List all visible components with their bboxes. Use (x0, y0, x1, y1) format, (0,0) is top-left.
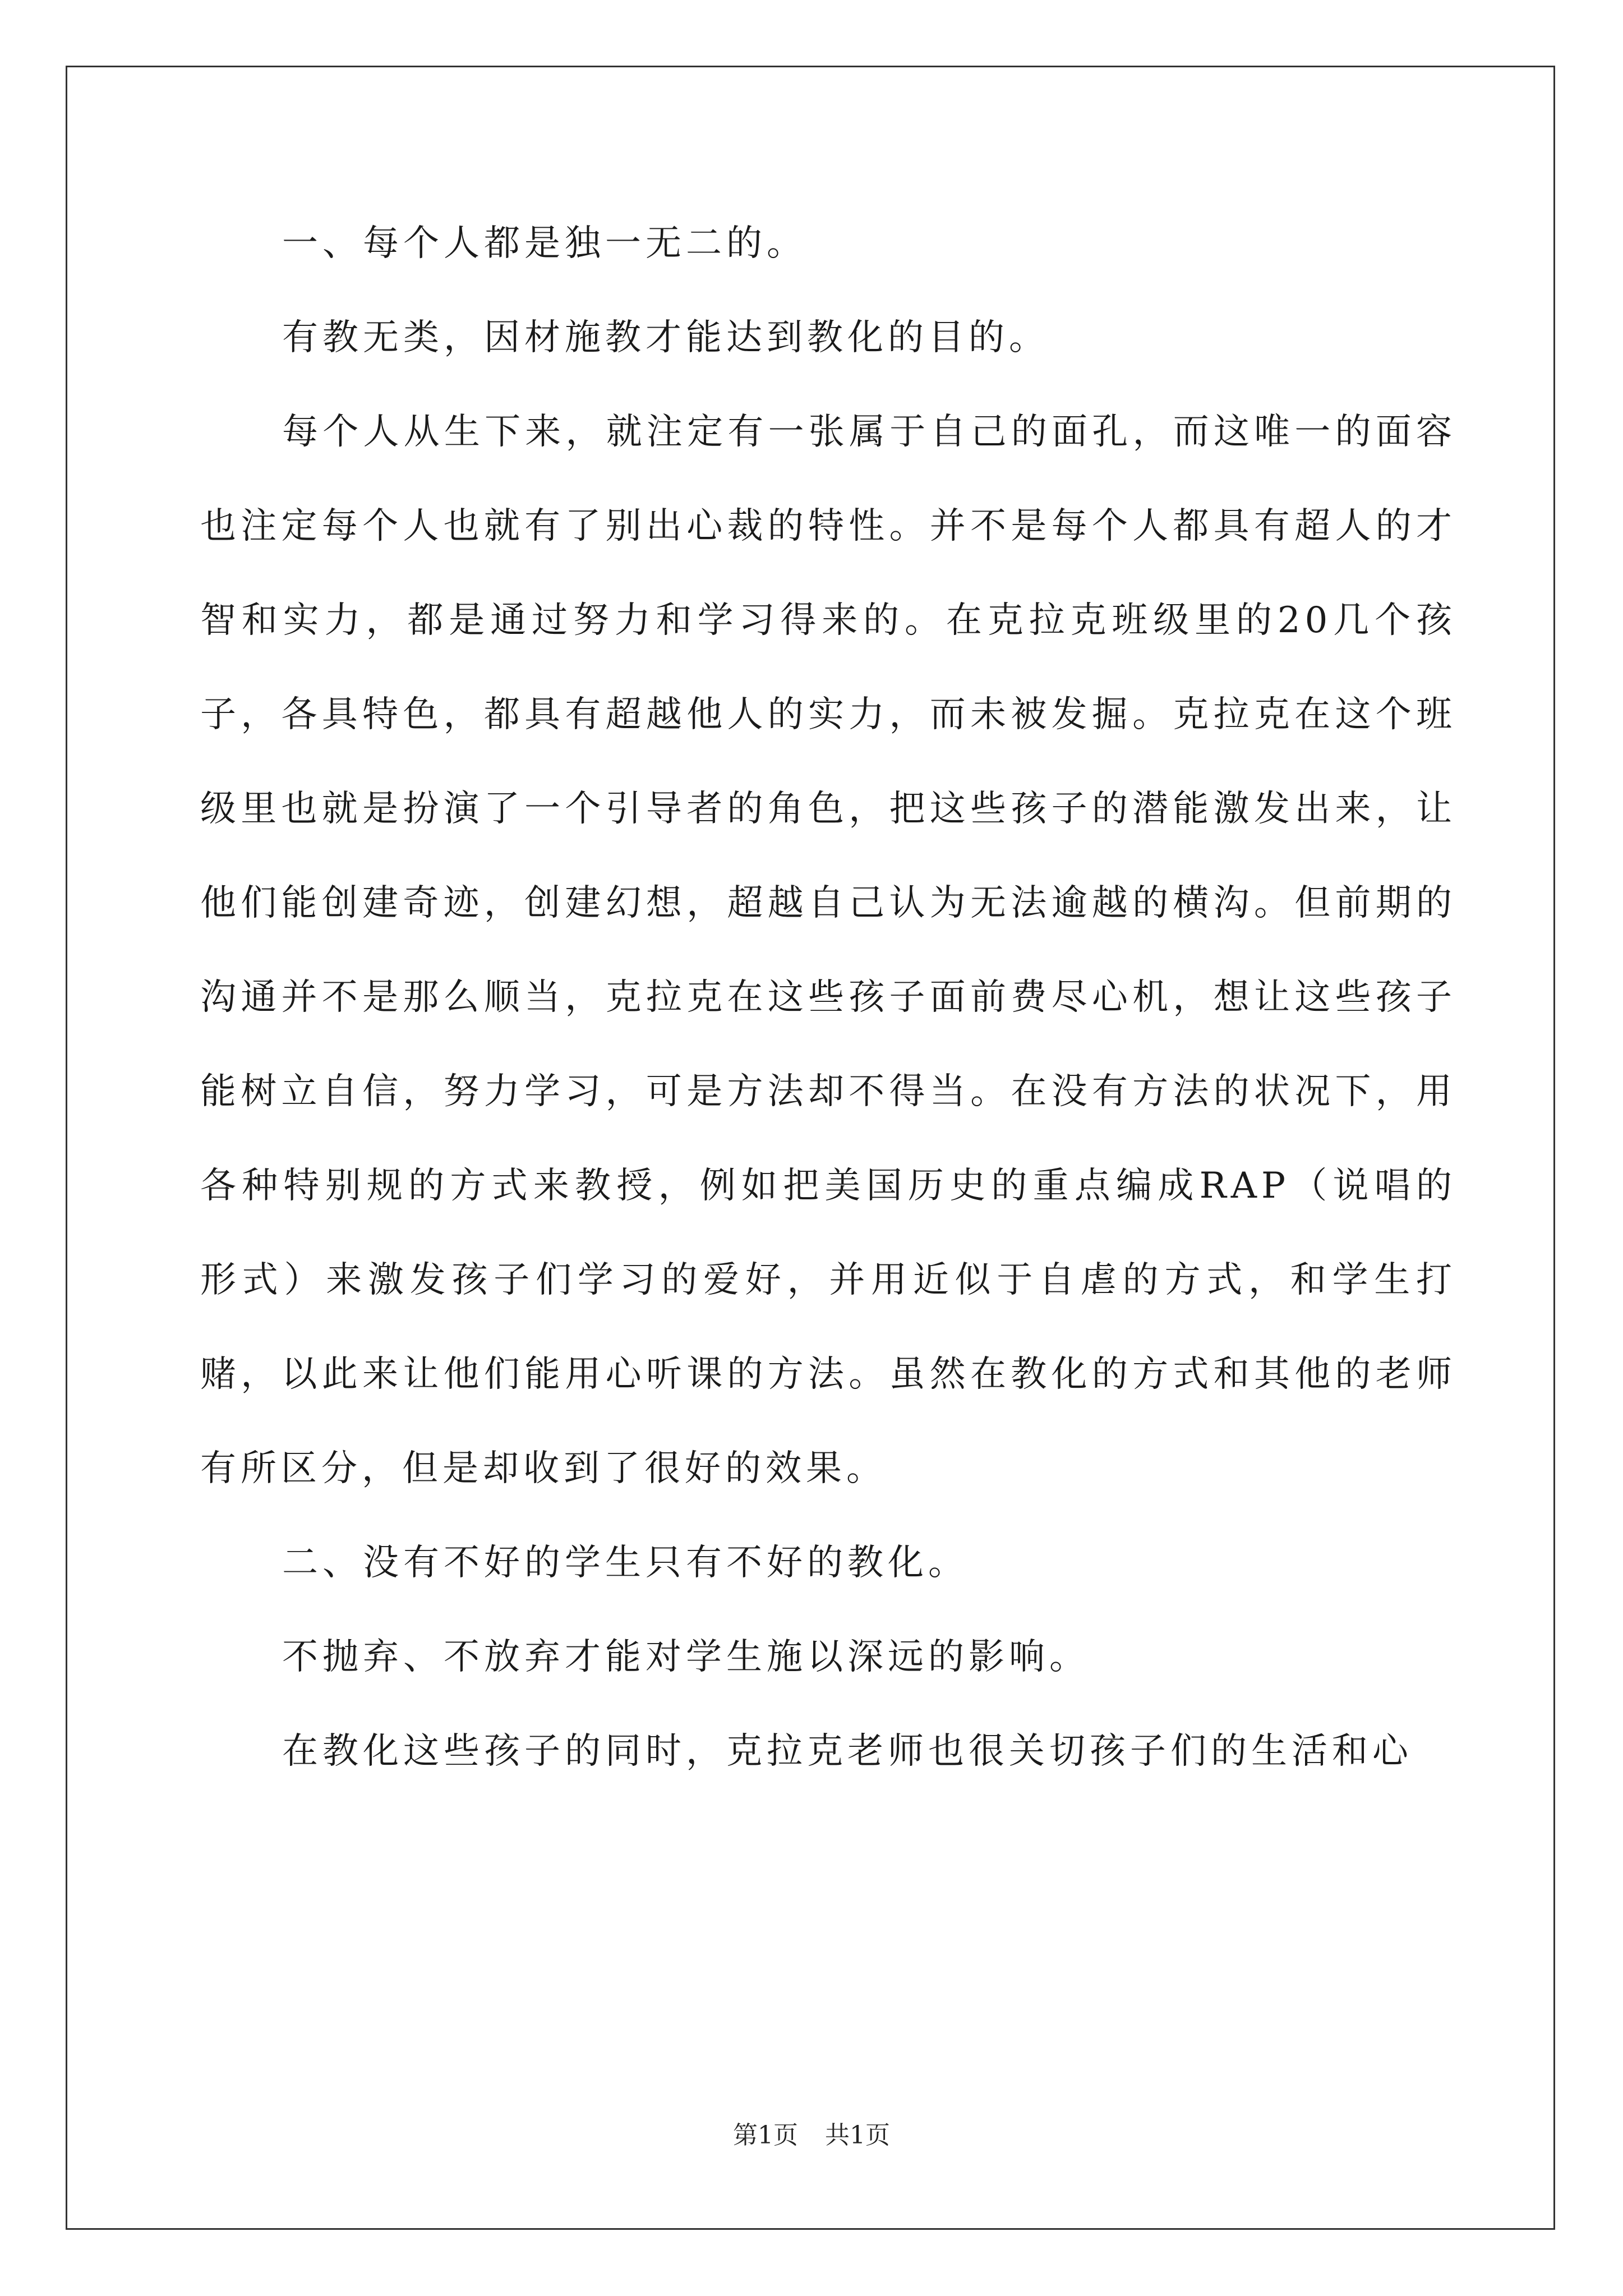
page-footer (0, 2115, 1623, 2151)
paragraph-subheading-one: 有教无类，因材施教才能达到教化的目的。 (282, 317, 1049, 358)
paragraph-body-one: 每个人从生下来，就注定有一张属于自己的面孔，而这唯一的面容也注定每个人也就有了别出心裁的特性。并不是每个人都具有超人的才智和实力，都是通过努力和学习得来的。在克拉克班级里的20几个孩子，各具特色，都具有超越他人的实力，而未被发掘。克拉克在这个班级里也就是扮演了一个引导者的角色，把这些孩子的潜能激发出来，让他们能创建奇迹，创建幻想，超越自己认为无法逾越的横沟。但前期的沟通并不是那么顺当，克拉克在这些孩子面前费尽心机，想让这些孩子能树立自信，努力学习，可是方法却不得当。在没有方法的状况下，用各种特别规的方式来教授，例如把美国历史的重点编成RAP（说唱的形式）来激发孩子们学习的爱好，并用近似于自虐的方式，和学生打赌，以此来让他们能用心听课的方法。虽然在教化的方式和其他的老师有所区分，但是却收到了很好的效果。 (200, 411, 1456, 1489)
document-body (200, 196, 1456, 1798)
page-number: 第1页 (733, 2121, 798, 2150)
paragraph-heading-two: 二、没有不好的学生只有不好的教化。 (282, 1542, 969, 1584)
paragraph-subheading-two: 不抛弃、不放弃才能对学生施以深远的影响。 (282, 1636, 1090, 1678)
paragraph-heading-one: 一、每个人都是独一无二的。 (282, 223, 807, 264)
page-total: 共1页 (825, 2121, 890, 2150)
paragraph-body-two: 在教化这些孩子的同时，克拉克老师也很关切孩子们的生活和心 (282, 1731, 1413, 1772)
